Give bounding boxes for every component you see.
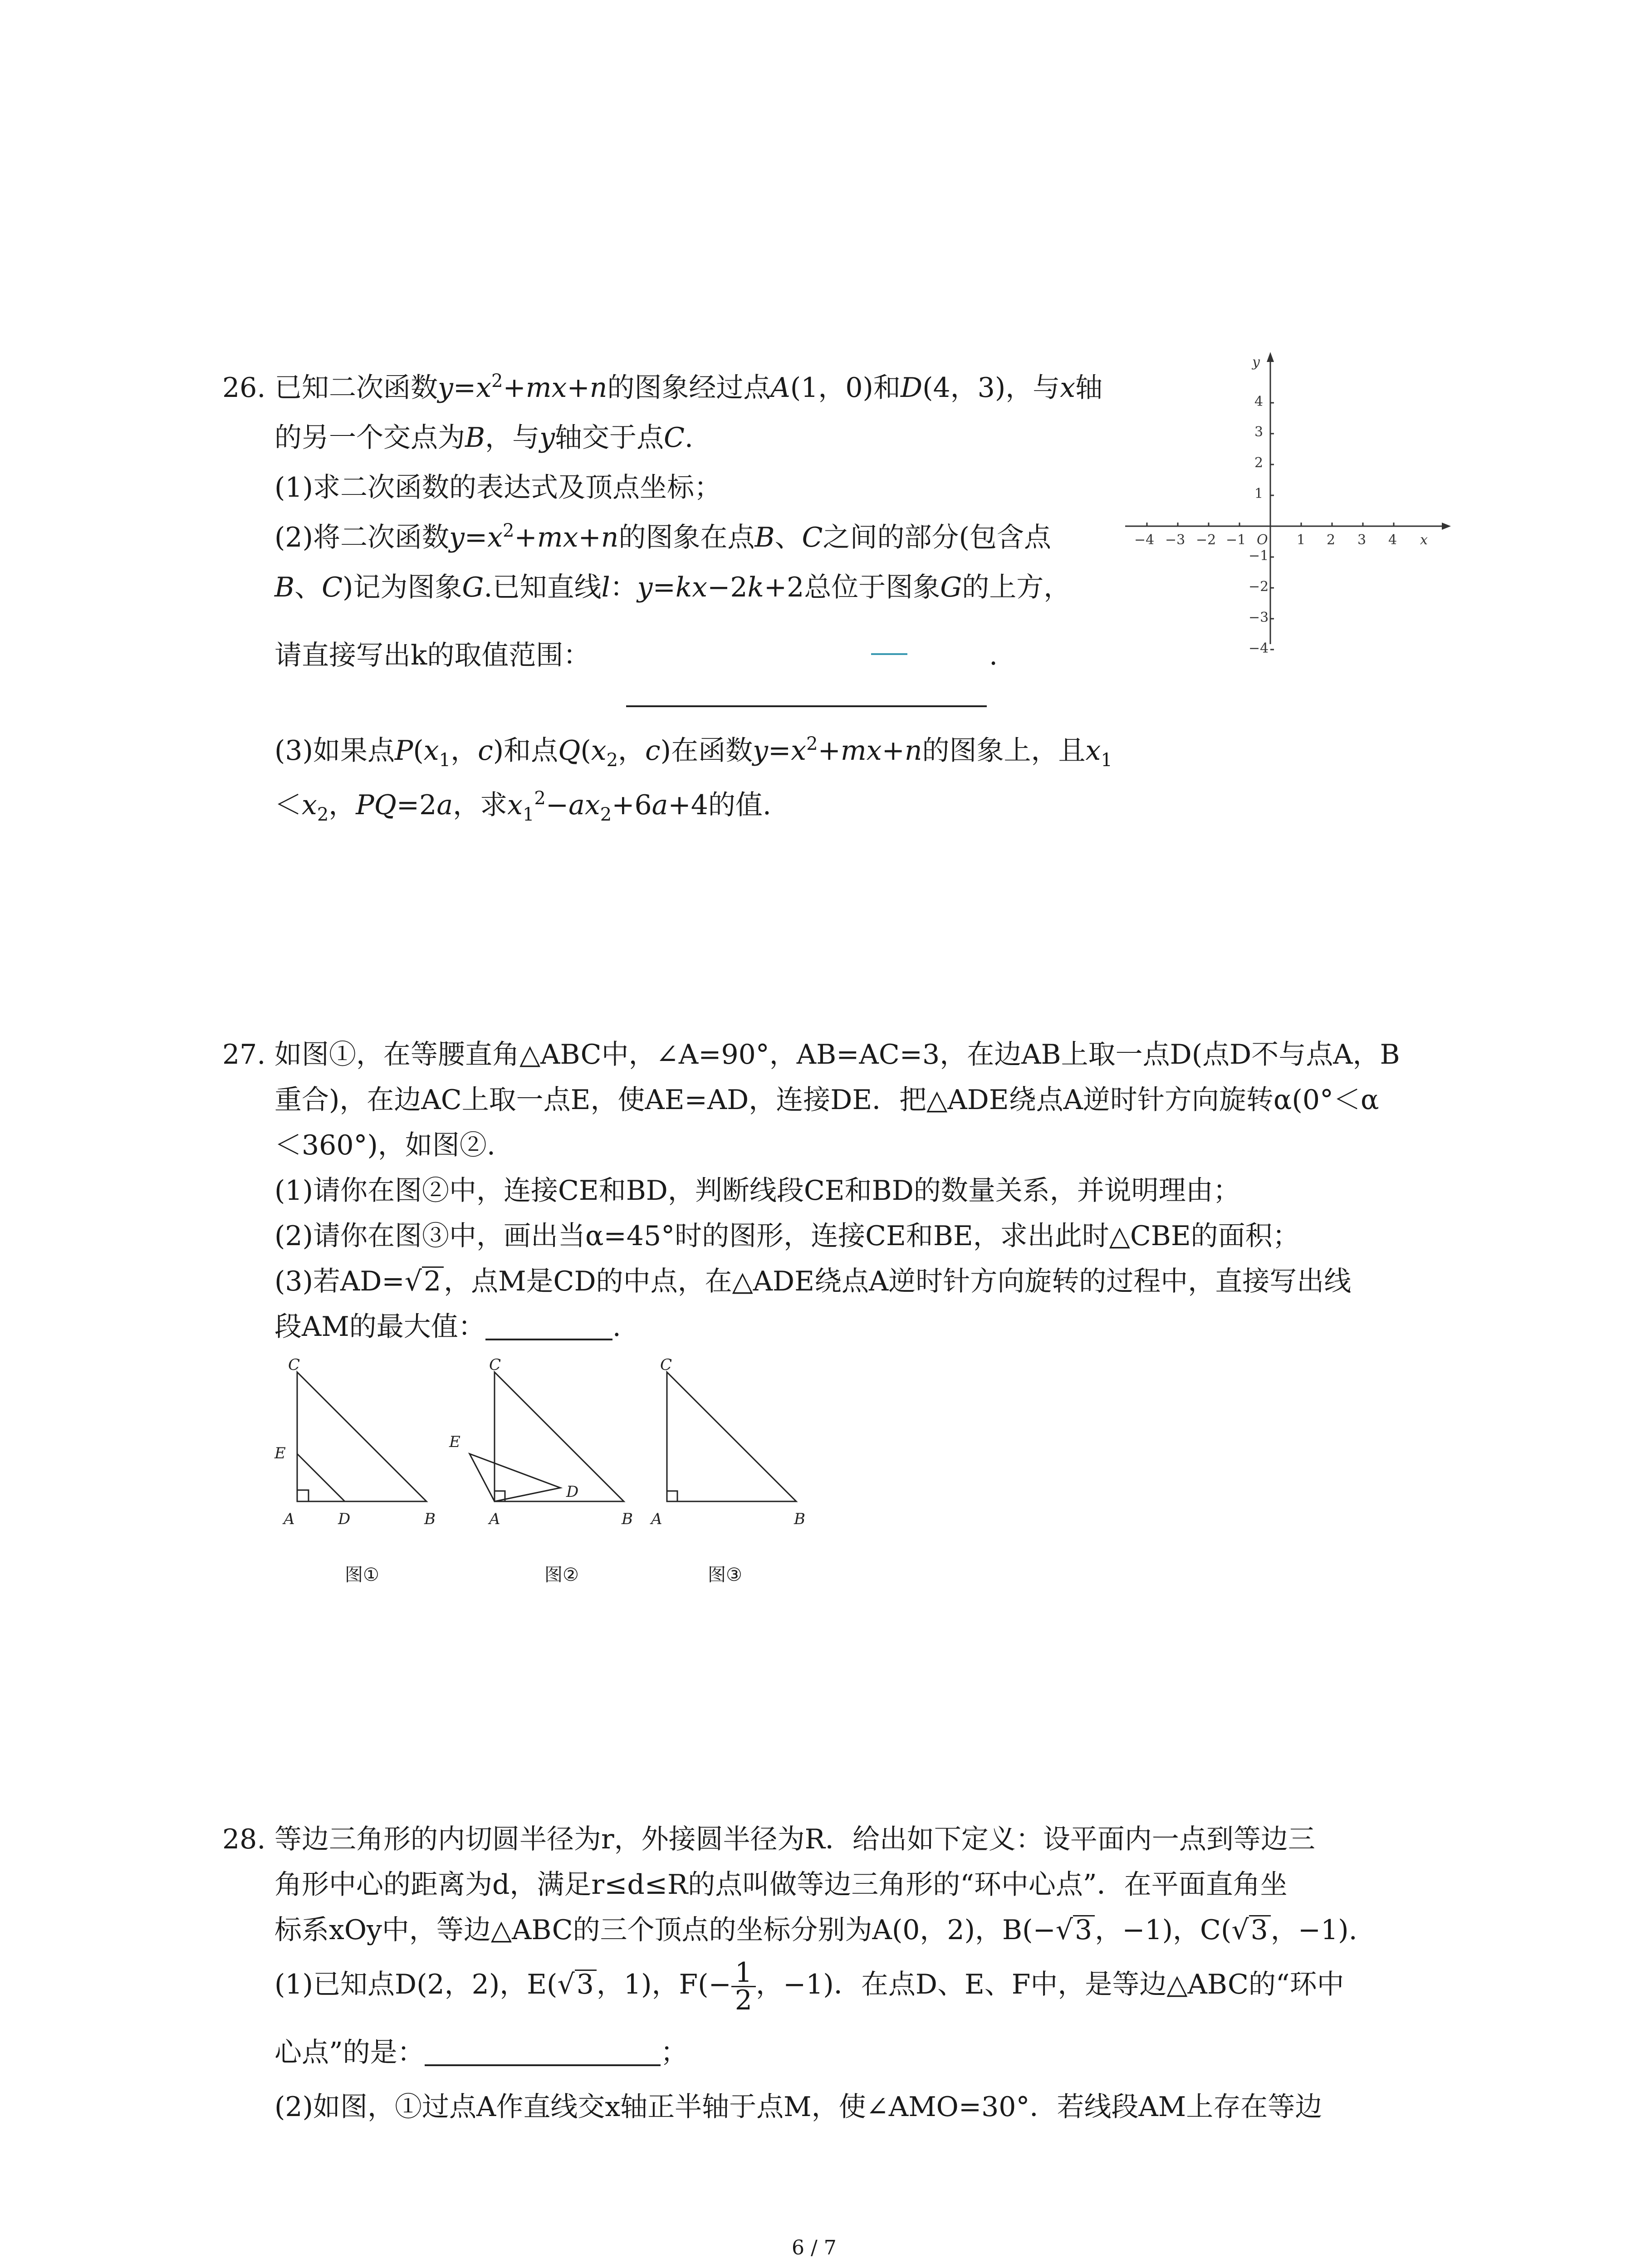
vertex-label: A [489,1510,500,1528]
figure-caption: 图① [345,1564,379,1585]
y-tick-label: 2 [1254,455,1264,471]
vertex-label: B [794,1510,805,1528]
vertex-label: D [566,1483,579,1501]
vertex-label: C [660,1356,672,1374]
x-tick-label: −3 [1165,532,1185,548]
x-tick-label: −4 [1134,532,1155,548]
triangle-figure-3 [640,1356,830,1538]
vertex-label: B [424,1510,436,1528]
answer-blank[interactable] [626,705,987,707]
figure-caption: 图③ [708,1564,742,1585]
vertex-label: C [288,1356,300,1374]
problem-text-line: (2)将二次函数$y=x^2+mx+n$的图象在点B、C之间的部分(包含点 [274,520,1051,553]
origin-label: O [1257,532,1268,548]
y-tick-label: −3 [1249,610,1269,626]
problem-text-line: ＜360°)，如图②. [274,1129,496,1161]
coordinate-axes-figure [1125,345,1452,653]
problem-text-line: (2)如图，①过点A作直线交x轴正半轴于点M，使∠AMO=30°．若线段AM上存在等边 [274,2091,1323,2123]
problem-text-line: 心点”的是： ； [274,2037,688,2068]
y-tick-label: 4 [1254,394,1264,410]
page-number: 6 / 7 [792,2236,837,2259]
problem-text-line: 如图①，在等腰直角△ABC中，∠A=90°，AB=AC=3，在边AB上取一点D(点D不与点A，B [274,1039,1400,1070]
figure-caption: 图② [544,1564,579,1585]
x-tick-label: 3 [1357,532,1367,548]
x-tick-label: 2 [1327,532,1336,548]
problem-number: 27. [222,1039,266,1070]
problem-number: 26. [222,372,266,404]
vertex-label: D [338,1510,351,1528]
vertex-label: A [284,1510,295,1528]
x-tick-label: −2 [1196,532,1216,548]
vertex-label: C [489,1356,501,1374]
triangle-figure-2 [440,1356,649,1538]
y-tick-label: −4 [1249,640,1269,653]
x-tick-label: −1 [1226,532,1246,548]
x-tick-label: 1 [1297,532,1306,548]
problem-text-line: 等边三角形的内切圆半径为r，外接圆半径为R．给出如下定义：设平面内一点到等边三 [274,1823,1315,1855]
x-axis-label: x [1420,532,1428,548]
problem-text-line: (1)求二次函数的表达式及顶点坐标； [274,472,721,503]
period: . [989,640,998,671]
problem-text-line: 的另一个交点为B，与y轴交于点C. [274,422,693,454]
vertex-label: E [274,1444,286,1462]
fraction: $\frac{1}{2}$ [731,1960,756,2014]
problem-text-line: (2)请你在图③中，画出当α=45°时的图形，连接CE和BE，求出此时△CBE的面积； [274,1220,1300,1252]
problem-text-line: 重合)，在边AC上取一点E，使AE=AD，连接DE．把△ADE绕点A逆时针方向旋转α(0°＜α [274,1084,1379,1116]
x-tick-label: 4 [1388,532,1397,548]
problem-text-line: (1)请你在图②中，连接CE和BD，判断线段CE和BD的数量关系，并说明理由； [274,1175,1240,1207]
answer-mark [871,653,907,655]
problem-number: 28. [222,1823,266,1855]
triangle-figure-1 [272,1356,445,1538]
vertex-label: A [651,1510,662,1528]
y-tick-label: 3 [1254,424,1264,440]
vertex-label: B [622,1510,633,1528]
answer-blank[interactable] [485,1339,612,1340]
problem-text-line: 标系xOy中，等边△ABC的三个顶点的坐标分别为A(0，2)，B(−√3 ，−1)，C(√3 ，−1). [274,1914,1357,1946]
y-tick-label: −1 [1249,548,1269,564]
problem-text-line: (1)已知点D(2，2)，E(√3 ，1)，F(− $\frac{1}{2}$ ，−1)．在点D、E、F中，是等边△ABC的“环中 [274,1957,1344,2016]
problem-text-line: B、C)记为图象G.已知直线l：y=kx−2k+2总位于图象G的上方， [274,572,1071,603]
problem-text-line: (3)若AD=√2 ，点M是CD的中点，在△ADE绕点A逆时针方向旋转的过程中，直接写出线 [274,1266,1352,1297]
problem-text-line: 段AM的最大值： . [274,1311,621,1343]
problem-text-line: 已知二次函数$y=x^2+mx+n$的图象经过点A(1，0)和D(4，3)，与x轴 [274,371,1103,404]
answer-blank[interactable] [425,2064,661,2066]
problem-text-line: 请直接写出k的取值范围： [274,640,591,671]
y-tick-label: 1 [1254,486,1264,502]
y-axis-label: y [1252,354,1260,370]
y-tick-label: −2 [1249,579,1269,595]
problem-text-line: 角形中心的距离为d，满足r≤d≤R的点叫做等边三角形的“环中心点”．在平面直角坐 [274,1869,1288,1901]
problem-text-line: $<x_2$，PQ=2a，求$x_1^2-ax_2+6a+4$的值. [274,788,771,825]
vertex-label: E [449,1433,460,1451]
problem-text-line: (3)如果点$P(x_1$，c)和点$Q(x_2$，c)在函数$y=x^2+mx+n$的图象上，且$x_1$ [274,733,1112,771]
